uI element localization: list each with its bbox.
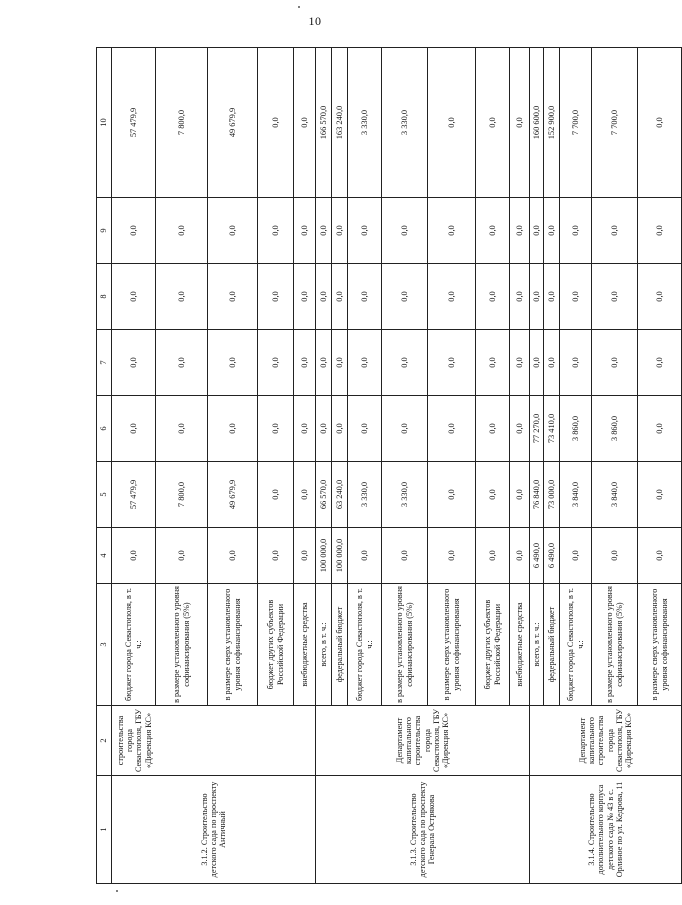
value-cell: 6 490,0 [530, 528, 544, 584]
value-cell: 73 410,0 [544, 396, 560, 462]
header-cell: 6 [97, 396, 112, 462]
value-cell: 0,0 [510, 48, 530, 198]
value-cell: 73 000,0 [544, 462, 560, 528]
value-cell: 76 840,0 [530, 462, 544, 528]
value-cell: 0,0 [208, 528, 258, 584]
value-cell: 0,0 [294, 198, 316, 264]
value-cell: 7 700,0 [592, 48, 638, 198]
value-cell: 7 700,0 [560, 48, 592, 198]
header-cell: 9 [97, 198, 112, 264]
value-cell: 0,0 [112, 330, 156, 396]
source-cell: в размере установленного уровня софинансирования (5%) [382, 584, 428, 706]
source-cell: бюджет города Севастополя, в т. ч.: [560, 584, 592, 706]
table-area [96, 48, 669, 884]
value-cell: 0,0 [294, 396, 316, 462]
value-cell: 0,0 [208, 396, 258, 462]
header-cell: 1 [97, 776, 112, 884]
budget-table [96, 47, 682, 884]
source-cell: в размере сверх установленного уровня софинансирования [428, 584, 476, 706]
value-cell: 0,0 [258, 528, 294, 584]
source-cell: бюджет других субъектов Российской Федерации [258, 584, 294, 706]
value-cell: 3 840,0 [592, 462, 638, 528]
value-cell: 0,0 [428, 48, 476, 198]
object-cell-3-1-4: 3.1.4. Строительство дополнительного корпуса детского сада № 43 в с. Орлиное по ул. Кедрова, 11 [530, 776, 682, 884]
value-cell: 0,0 [316, 264, 332, 330]
value-cell: 0,0 [510, 264, 530, 330]
value-cell: 0,0 [428, 198, 476, 264]
table-row [316, 48, 332, 884]
value-cell: 0,0 [530, 330, 544, 396]
value-cell: 0,0 [476, 264, 510, 330]
value-cell: 63 240,0 [332, 462, 348, 528]
value-cell: 0,0 [258, 462, 294, 528]
value-cell: 49 679,9 [208, 462, 258, 528]
value-cell: 0,0 [510, 330, 530, 396]
header-cell: 10 [97, 48, 112, 198]
source-cell: бюджет города Севастополя, в т. ч.: [112, 584, 156, 706]
value-cell: 0,0 [156, 198, 208, 264]
value-cell: 0,0 [348, 396, 382, 462]
value-cell: 0,0 [560, 330, 592, 396]
value-cell: 0,0 [332, 396, 348, 462]
value-cell: 0,0 [382, 396, 428, 462]
value-cell: 0,0 [258, 330, 294, 396]
value-cell: 49 679,9 [208, 48, 258, 198]
value-cell: 0,0 [294, 330, 316, 396]
value-cell: 0,0 [476, 330, 510, 396]
value-cell: 0,0 [316, 330, 332, 396]
value-cell: 0,0 [428, 528, 476, 584]
source-cell: федеральный бюджет [544, 584, 560, 706]
source-cell: в размере сверх установленного уровня софинансирования [638, 584, 682, 706]
value-cell: 57 479,9 [112, 462, 156, 528]
value-cell: 0,0 [294, 48, 316, 198]
value-cell: 0,0 [592, 264, 638, 330]
value-cell: 0,0 [156, 528, 208, 584]
source-cell: внебюджетные средства [510, 584, 530, 706]
value-cell: 0,0 [382, 330, 428, 396]
value-cell: 0,0 [258, 264, 294, 330]
value-cell: 3 840,0 [560, 462, 592, 528]
value-cell: 0,0 [332, 198, 348, 264]
value-cell: 0,0 [544, 330, 560, 396]
value-cell: 0,0 [476, 462, 510, 528]
value-cell: 0,0 [112, 198, 156, 264]
value-cell: 0,0 [544, 264, 560, 330]
value-cell: 3 330,0 [382, 48, 428, 198]
table-row [112, 48, 156, 884]
value-cell: 3 860,0 [592, 396, 638, 462]
value-cell: 77 270,0 [530, 396, 544, 462]
value-cell: 0,0 [638, 528, 682, 584]
value-cell: 0,0 [510, 462, 530, 528]
value-cell: 3 330,0 [382, 462, 428, 528]
value-cell: 3 330,0 [348, 48, 382, 198]
value-cell: 100 000,0 [332, 528, 348, 584]
value-cell: 0,0 [428, 462, 476, 528]
value-cell: 0,0 [156, 396, 208, 462]
value-cell: 0,0 [638, 48, 682, 198]
value-cell: 0,0 [428, 396, 476, 462]
executor-cell-3-1-2: строительства города Севастополя, ГБУ «Дирекция КС» [112, 706, 316, 776]
header-cell: 8 [97, 264, 112, 330]
value-cell: 0,0 [544, 198, 560, 264]
value-cell: 0,0 [382, 264, 428, 330]
value-cell: 0,0 [112, 396, 156, 462]
value-cell: 0,0 [316, 396, 332, 462]
value-cell: 0,0 [294, 462, 316, 528]
value-cell: 66 570,0 [316, 462, 332, 528]
executor-cell-3-1-3: Департамент капитального строительства города Севастополя, ГБУ «Дирекция КС» [316, 706, 530, 776]
value-cell: 6 490,0 [544, 528, 560, 584]
source-cell: федеральный бюджет [332, 584, 348, 706]
value-cell: 163 240,0 [332, 48, 348, 198]
header-cell: 3 [97, 584, 112, 706]
value-cell: 0,0 [208, 330, 258, 396]
value-cell: 0,0 [592, 330, 638, 396]
value-cell: 0,0 [560, 528, 592, 584]
value-cell: 0,0 [348, 198, 382, 264]
value-cell: 0,0 [294, 528, 316, 584]
source-cell: в размере сверх установленного уровня софинансирования [208, 584, 258, 706]
value-cell: 3 330,0 [348, 462, 382, 528]
value-cell: 0,0 [530, 198, 544, 264]
value-cell: 0,0 [638, 198, 682, 264]
source-cell: бюджет других субъектов Российской Федерации [476, 584, 510, 706]
object-cell-3-1-3: 3.1.3. Строительство детского сада по проспекту Генерала Острякова [316, 776, 530, 884]
header-cell: 7 [97, 330, 112, 396]
page-number: 10 [308, 14, 322, 28]
value-cell: 0,0 [208, 198, 258, 264]
source-cell: внебюджетные средства [294, 584, 316, 706]
value-cell: 0,0 [112, 528, 156, 584]
value-cell: 0,0 [316, 198, 332, 264]
value-cell: 0,0 [592, 198, 638, 264]
table-header-row [97, 48, 112, 884]
value-cell: 3 860,0 [560, 396, 592, 462]
scan-speck [298, 6, 300, 8]
value-cell: 0,0 [530, 264, 544, 330]
value-cell: 0,0 [560, 264, 592, 330]
object-cell-3-1-2: 3.1.2. Строительство детского сада по проспекту Античный [112, 776, 316, 884]
value-cell: 0,0 [258, 396, 294, 462]
executor-cell-3-1-4: Департамент капитального строительства города Севастополя, ГБУ «Дирекция КС» [530, 706, 682, 776]
value-cell: 166 570,0 [316, 48, 332, 198]
value-cell: 0,0 [638, 264, 682, 330]
value-cell: 0,0 [156, 330, 208, 396]
value-cell: 0,0 [112, 264, 156, 330]
value-cell: 0,0 [348, 264, 382, 330]
value-cell: 7 800,0 [156, 462, 208, 528]
value-cell: 0,0 [510, 198, 530, 264]
value-cell: 0,0 [156, 264, 208, 330]
value-cell: 0,0 [382, 528, 428, 584]
value-cell: 100 000,0 [316, 528, 332, 584]
header-cell: 4 [97, 528, 112, 584]
source-cell: в размере установленного уровня софинансирования (5%) [156, 584, 208, 706]
value-cell: 0,0 [510, 528, 530, 584]
value-cell: 0,0 [348, 330, 382, 396]
header-cell: 2 [97, 706, 112, 776]
value-cell: 0,0 [348, 528, 382, 584]
value-cell: 0,0 [428, 330, 476, 396]
source-cell: всего, в т. ч.: [530, 584, 544, 706]
source-cell: бюджет города Севастополя, в т. ч.: [348, 584, 382, 706]
table-row [530, 48, 544, 884]
value-cell: 0,0 [258, 198, 294, 264]
value-cell: 0,0 [332, 264, 348, 330]
value-cell: 0,0 [638, 396, 682, 462]
value-cell: 0,0 [638, 330, 682, 396]
source-cell: в размере установленного уровня софинансирования (5%) [592, 584, 638, 706]
value-cell: 0,0 [638, 462, 682, 528]
value-cell: 0,0 [382, 198, 428, 264]
value-cell: 0,0 [476, 528, 510, 584]
value-cell: 152 900,0 [544, 48, 560, 198]
header-cell: 5 [97, 462, 112, 528]
value-cell: 0,0 [476, 396, 510, 462]
value-cell: 0,0 [294, 264, 316, 330]
rotated-table-wrapper [96, 48, 669, 884]
source-cell: всего, в т. ч.: [316, 584, 332, 706]
value-cell: 7 800,0 [156, 48, 208, 198]
value-cell: 0,0 [258, 48, 294, 198]
value-cell: 0,0 [510, 396, 530, 462]
value-cell: 0,0 [428, 264, 476, 330]
value-cell: 160 600,0 [530, 48, 544, 198]
value-cell: 0,0 [332, 330, 348, 396]
value-cell: 0,0 [476, 198, 510, 264]
value-cell: 57 479,9 [112, 48, 156, 198]
value-cell: 0,0 [208, 264, 258, 330]
value-cell: 0,0 [560, 198, 592, 264]
value-cell: 0,0 [476, 48, 510, 198]
scan-speck [116, 890, 118, 892]
value-cell: 0,0 [592, 528, 638, 584]
